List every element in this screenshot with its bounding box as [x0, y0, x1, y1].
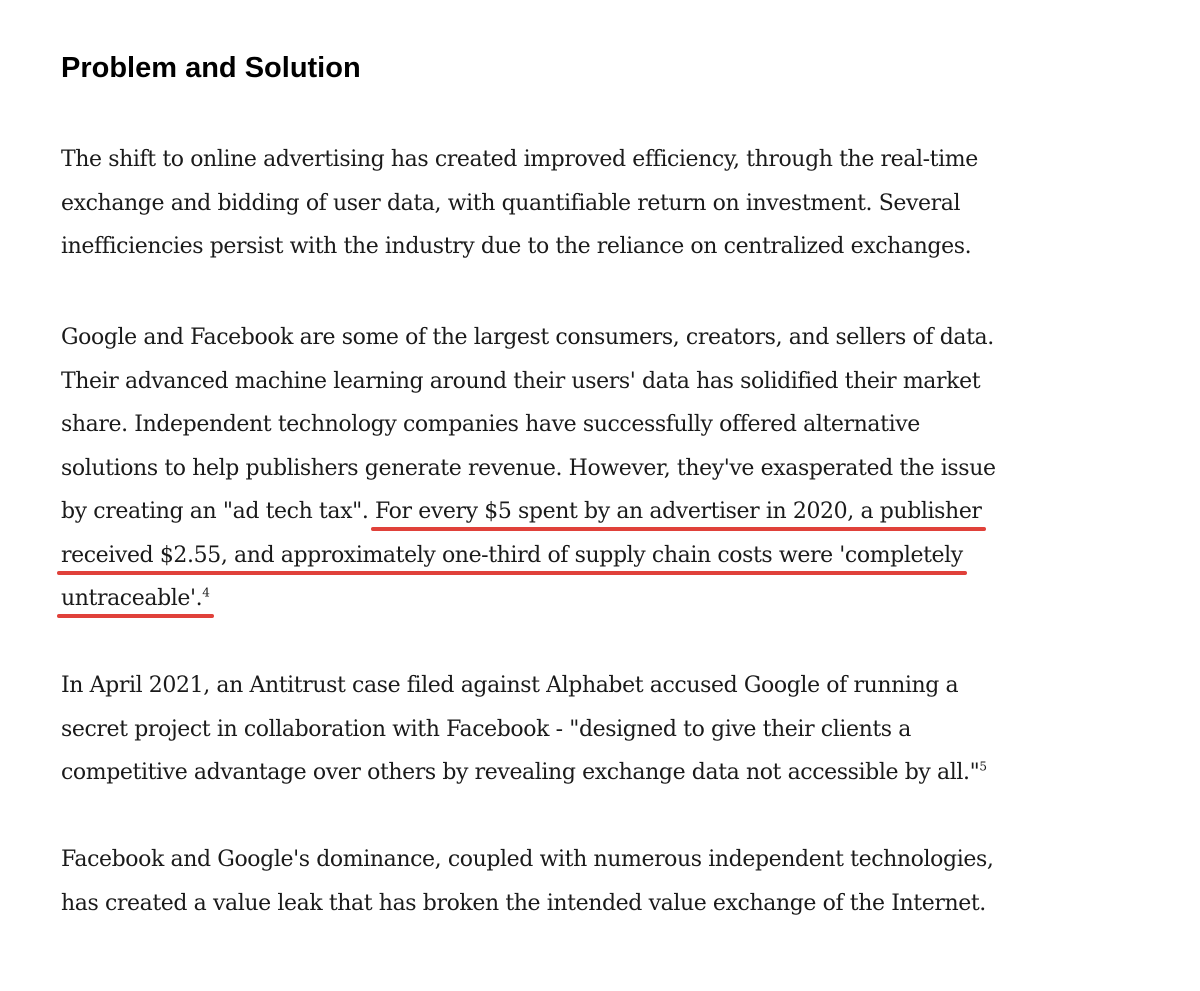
paragraph-4 [61, 838, 993, 925]
paragraph-line: has created a value leak that has broken the intended value exchange of the Internet. [61, 890, 986, 916]
paragraph-line: In April 2021, an Antitrust case filed against Alphabet accused Google of running a [61, 673, 959, 698]
paragraph-line: secret project in collaboration with Facebook - "designed to give their clients a [61, 716, 911, 742]
paragraph-line: The shift to online advertising has created improved efficiency, through the real-time [61, 147, 978, 172]
highlighted-text: For every $5 spent by an advertiser in 2020, a publisher [375, 499, 982, 524]
highlighted-text: received $2.55, and approximately one-third of supply chain costs were 'completely [61, 542, 963, 568]
paragraph-text: competitive advantage over others by revealing exchange data not accessible by all." [61, 760, 980, 785]
paragraph-line: Facebook and Google's dominance, coupled with numerous independent technologies, [61, 847, 994, 872]
plain-text: by creating an "ad tech tax". [61, 499, 376, 524]
paragraph-line: Their advanced machine learning around their users' data has solidified their market [61, 368, 981, 394]
footnote-marker[interactable]: 5 [979, 759, 987, 774]
paragraph-line: solutions to help publishers generate revenue. However, they've exasperated the issue [61, 455, 996, 481]
paragraph-line: share. Independent technology companies have successfully offered alternative [61, 412, 920, 437]
paragraph-3 [61, 664, 987, 795]
paragraph-line: inefficiencies persist with the industry due to the reliance on centralized exchanges. [61, 234, 972, 259]
paragraph-line [61, 751, 987, 795]
section-heading: Problem and Solution [61, 52, 361, 84]
paragraph-line: exchange and bidding of user data, with quantifiable return on investment. Several [61, 190, 961, 216]
paragraph-2 [61, 316, 996, 621]
highlighted-text-content: untraceable'. [61, 586, 203, 611]
highlighted-text [61, 586, 210, 611]
paragraph-line [61, 490, 996, 534]
paragraph-line [61, 577, 996, 621]
footnote-marker[interactable]: 4 [202, 585, 210, 600]
paragraph-line: Google and Facebook are some of the largest consumers, creators, and sellers of data. [61, 325, 994, 350]
paragraph-1 [61, 138, 978, 269]
paragraph-line [61, 534, 996, 578]
